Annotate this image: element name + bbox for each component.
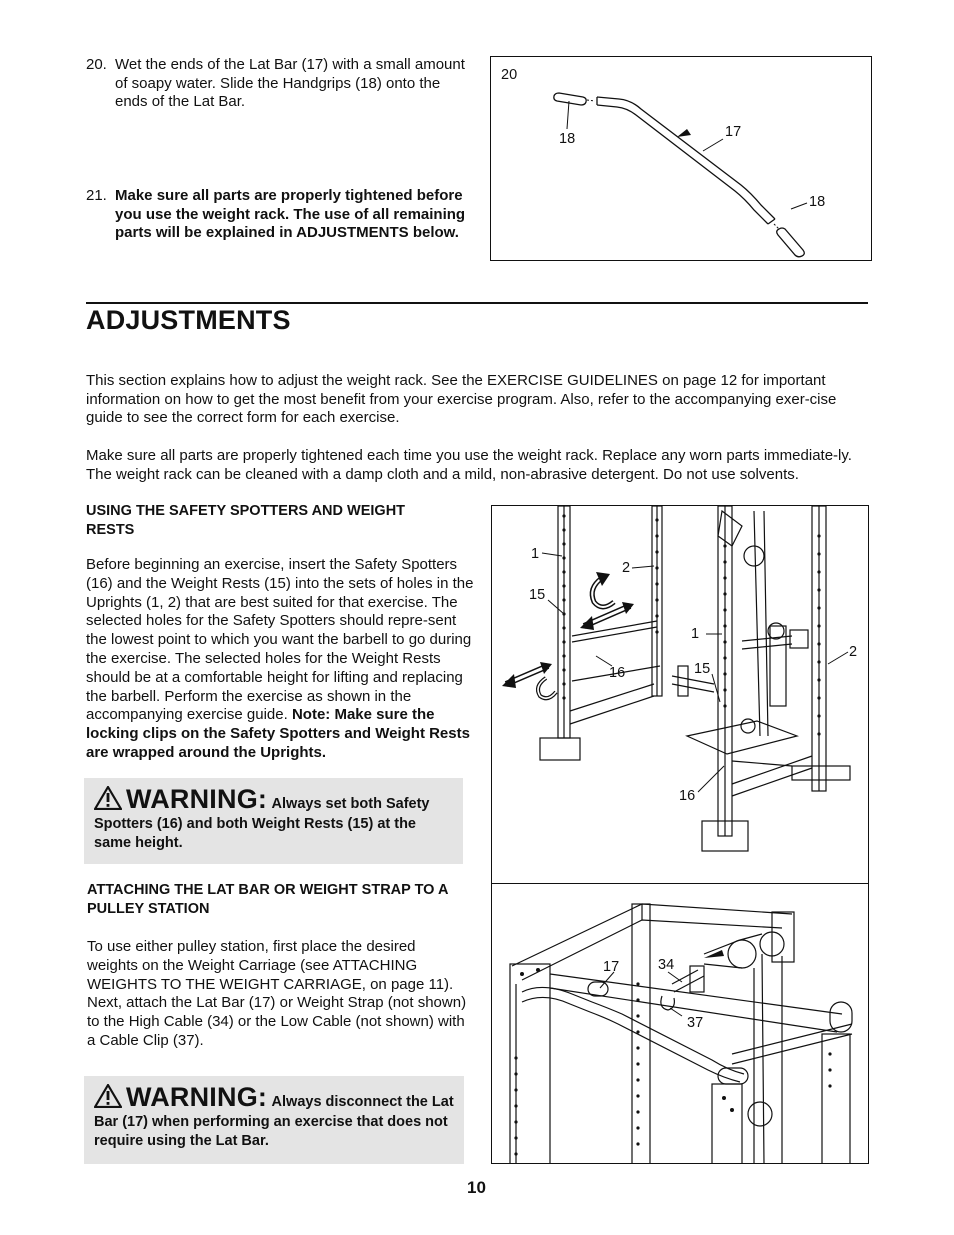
section-title: ADJUSTMENTS: [86, 305, 291, 335]
callout-high-cable: 34: [658, 957, 675, 973]
figure-step-label: 20: [501, 67, 518, 83]
rotate-arrow-icon: [592, 572, 614, 607]
step-text: Wet the ends of the Lat Bar (17) with a small amount of soapy water. Slide the Handgrips (18) onto the ends of the Lat Bar.: [115, 56, 465, 111]
handgrip-right: [774, 224, 804, 257]
handgrip-left: [554, 93, 595, 105]
lat-bar-handgrips-drawing: [491, 57, 872, 261]
pulley-station-drawing: [492, 884, 869, 1164]
callout-lat-bar: 17: [603, 959, 620, 975]
warning-box-lat-bar: [84, 1076, 464, 1164]
callout-upright: 2: [849, 644, 858, 660]
callout-safety-spotter: 16: [609, 665, 626, 681]
warning-title: WARNING:: [126, 1082, 268, 1112]
cable-clip: [661, 996, 675, 1010]
figure-safety-spotters: [491, 505, 869, 885]
spotters-body-text: Before beginning an exercise, insert the Safety Spotters (16) and the Weight Rests (15) into the sets of holes in the Uprights (1, 2) that are best suited for that exercise. The selected holes for the Safety Spotters should repre-sent the lowest point to which you want the barbell to go during the exercise. The selected holes for the Weight Rests should be at a comfortable height for lifting and replacing the barbell. Perform the exercise as shown in the accompanying exercise guide.: [86, 556, 474, 724]
lat-heading: ATTACHING THE LAT BAR OR WEIGHT STRAP TO A PULLEY STATION: [87, 882, 448, 917]
spotters-note: Note: Make sure the locking clips on the Safety Spotters and Weight Rests are wrapped around the Uprights.: [86, 706, 470, 761]
callout-cable-clip: 37: [687, 1015, 704, 1031]
warning-title: WARNING:: [126, 784, 268, 814]
figure-lat-bar-pulley: [491, 883, 869, 1164]
section-divider: [86, 302, 868, 304]
step-number: 20.: [86, 56, 107, 73]
lat-body: To use either pulley station, first place the desired weights on the Weight Carriage (see ATTACHING WEIGHTS TO THE WEIGHT CARRIAGE, on page 11). Next, attach the Lat Bar (17) or Weight Strap (not shown) to the High Cable (34) or the Low Cable (not shown) with a Cable Clip (37).: [87, 938, 467, 1049]
figure-step-20: [490, 56, 872, 261]
callout-upright: 1: [691, 626, 700, 642]
warning-text: Always disconnect the Lat Bar (17) when performing an exercise that does not require using the Lat Bar.: [94, 1094, 454, 1149]
intro-paragraph-2: Make sure all parts are properly tightened each time you use the weight rack. Replace any worn parts immediate-ly. The weight rack can be cleaned with a damp cloth and a mild, non-abrasive detergent. Do not use solvents.: [86, 447, 852, 483]
callout-upright: 2: [622, 560, 631, 576]
spotters-heading: USING THE SAFETY SPOTTERS AND WEIGHT RESTS: [86, 503, 406, 538]
step-text: Make sure all parts are properly tightened before you use the weight rack. The use of all remaining parts will be explained in ADJUSTMENTS below.: [115, 187, 466, 242]
step-21: [86, 187, 466, 243]
callout-handgrip: 18: [809, 194, 826, 210]
callout-lat-bar: 17: [725, 124, 742, 140]
warning-box-spotters: [84, 778, 463, 864]
warning-icon: [94, 786, 122, 815]
spotters-body: [86, 556, 478, 763]
page-number: 10: [467, 1178, 486, 1197]
callout-weight-rest: 15: [694, 661, 711, 677]
lat-bar: [597, 97, 775, 224]
callout-weight-rest: 15: [529, 587, 546, 603]
insert-arrow-lower: [502, 662, 552, 688]
callout-handgrip: 18: [559, 131, 576, 147]
callout-upright: 1: [531, 546, 540, 562]
weight-rack-uprights-drawing: [492, 506, 869, 885]
callout-safety-spotter: 16: [679, 788, 696, 804]
intro-paragraph-1: This section explains how to adjust the weight rack. See the EXERCISE GUIDELINES on page 12 for important information on how to get the most benefit from your exercise program. Also, refer to the accompanying exer-cise guide to see the correct form for each exercise.: [86, 372, 837, 427]
step-20: [86, 56, 466, 112]
step-number: 21.: [86, 187, 107, 204]
warning-text: Always set both Safety Spotters (16) and both Weight Rests (15) at the same height.: [94, 796, 430, 851]
rotate-arrow-icon: [538, 678, 556, 698]
warning-icon: [94, 1084, 122, 1113]
